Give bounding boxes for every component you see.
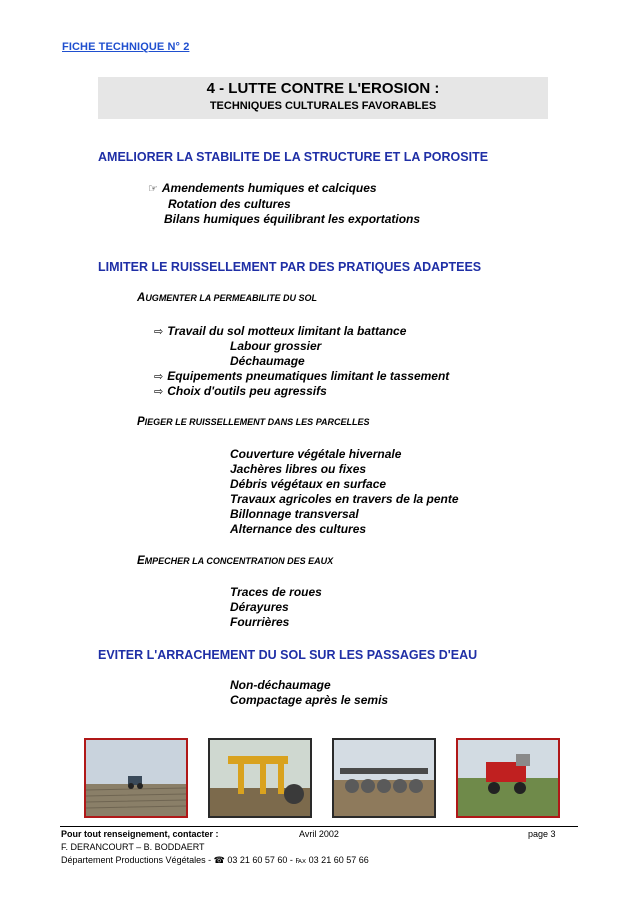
list-item: Dérayures [230, 600, 289, 614]
section1-heading: AMELIORER LA STABILITE DE LA STRUCTURE ET LA POROSITE [98, 150, 489, 164]
fiche-label: FICHE TECHNIQUE N° 2 [62, 41, 190, 53]
list-item: Couverture végétale hivernale [230, 447, 402, 461]
list-item: Labour grossier [230, 339, 322, 353]
list-item: Travaux agricoles en travers de la pente [230, 492, 459, 506]
subheading-permeabilite: AUGMENTER LA PERMEABILITE DU SOL [137, 292, 317, 304]
telephone-icon: ☎ [213, 855, 225, 865]
subheading-pieger: PIEGER LE RUISSELLEMENT DANS LES PARCELLES [137, 416, 370, 428]
right-arrow-icon: ⇨ [154, 386, 164, 398]
section3-heading: EVITER L'ARRACHEMENT DU SOL SUR LES PASSAGES D'EAU [98, 648, 478, 662]
photo-seed-drill [456, 738, 560, 818]
list-item: Déchaumage [230, 354, 305, 368]
right-arrow-icon: ⇨ [154, 371, 164, 383]
right-arrow-icon: ⇨ [154, 326, 164, 338]
footer-date: Avril 2002 [299, 829, 339, 839]
page-subtitle: TECHNIQUES CULTURALES FAVORABLES [209, 100, 437, 112]
section1-item: ☞ Amendements humiques et calciques [148, 181, 377, 195]
footer-page: page 3 [528, 829, 556, 839]
list-item: Alternance des cultures [230, 522, 367, 536]
list-item: Billonnage transversal [230, 507, 359, 521]
photo-tillage-tool [208, 738, 312, 818]
photo-disc-harrow [332, 738, 436, 818]
list-item: Non-déchaumage [230, 678, 331, 692]
footer-department: Département Productions Végétales - ☎ 03 21 60 57 60 - ℻ 03 21 60 57 66 [61, 855, 369, 865]
subheading-empecher: EMPECHER LA CONCENTRATION DES EAUX [137, 555, 334, 567]
list-item: Traces de roues [230, 585, 322, 599]
footer-contact: Pour tout renseignement, contacter : [61, 829, 219, 839]
list-item: Jachères libres ou fixes [230, 462, 367, 476]
list-item: Compactage après le semis [230, 693, 389, 707]
list-item: ⇨ Travail du sol motteux limitant la battance [154, 324, 407, 338]
footer-divider [60, 826, 578, 827]
list-item: Débris végétaux en surface [230, 477, 387, 491]
fax-icon: ℻ [295, 855, 307, 865]
section1-item: Rotation des cultures [168, 197, 291, 211]
photo-tractor-field [84, 738, 188, 818]
footer-authors: F. DERANCOURT – B. BODDAERT [61, 842, 205, 852]
list-item: Fourrières [230, 615, 290, 629]
list-item: ⇨ Equipements pneumatiques limitant le tassement [154, 369, 450, 383]
pointing-hand-icon: ☞ [148, 183, 158, 195]
section2-heading: LIMITER LE RUISSELLEMENT PAR DES PRATIQUES ADAPTEES [98, 260, 482, 274]
page-title: 4 - LUTTE CONTRE L'EROSION : [206, 80, 440, 97]
list-item: ⇨ Choix d'outils peu agressifs [154, 384, 327, 398]
section1-item: Bilans humiques équilibrant les exportations [164, 212, 421, 226]
